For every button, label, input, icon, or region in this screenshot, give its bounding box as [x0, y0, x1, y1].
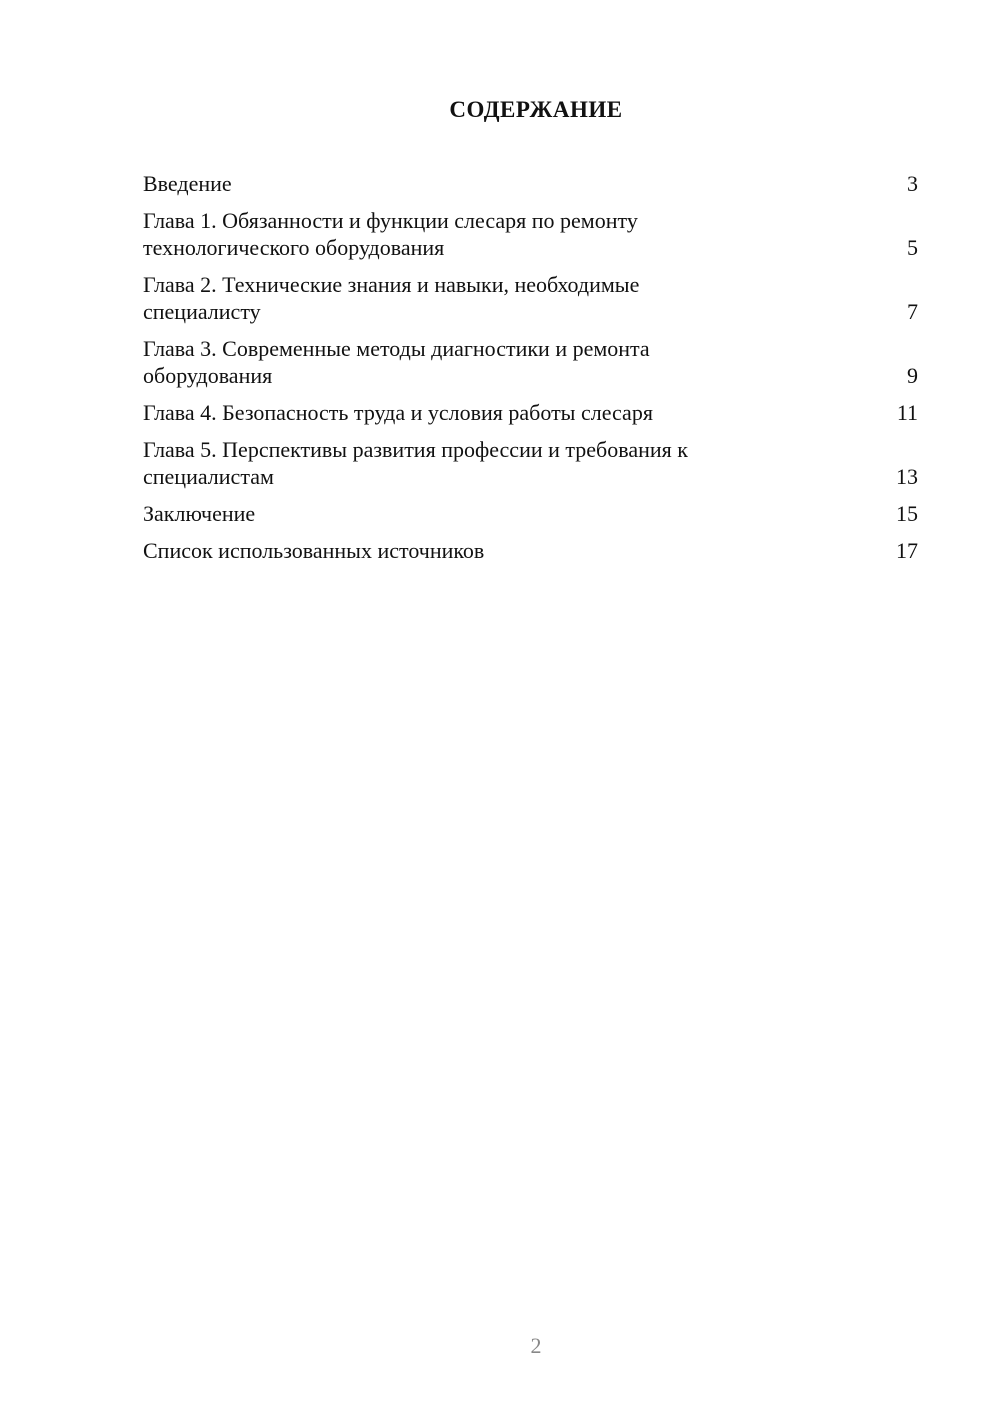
toc-entry-chapter-4	[143, 399, 918, 426]
toc-entry-title: Глава 4. Безопасность труда и условия работы слесаря	[143, 400, 653, 425]
toc-entry-title: Введение	[143, 171, 232, 196]
toc-entry-title: Заключение	[143, 501, 256, 526]
toc-entry-conclusion	[143, 500, 918, 527]
toc-entry-page: 5	[907, 235, 918, 260]
page-title: СОДЕРЖАНИЕ	[449, 97, 623, 122]
page-number: 2	[530, 1333, 542, 1358]
toc-entry-page: 11	[896, 400, 918, 425]
toc-entry-page: 15	[896, 501, 918, 526]
toc-entry-page: 9	[907, 363, 918, 388]
toc-entry-title: Глава 1. Обязанности и функции слесаря по ремонту технологического оборудования	[143, 208, 638, 260]
toc-entry-page: 3	[907, 171, 918, 196]
toc-entry-title: Глава 3. Современные методы диагностики и ремонта оборудования	[143, 336, 650, 388]
toc-entry-chapter-2	[143, 271, 918, 325]
toc-entry-introduction	[143, 170, 918, 197]
toc-entry-chapter-1	[143, 207, 918, 261]
toc-entry-references	[143, 537, 918, 564]
toc-entry-chapter-3	[143, 335, 918, 389]
toc-entry-page: 7	[907, 299, 918, 324]
toc-entry-page: 13	[896, 464, 918, 489]
table-of-contents	[143, 170, 918, 574]
toc-entry-chapter-5	[143, 436, 918, 490]
toc-entry-title: Список использованных источников	[143, 538, 485, 563]
toc-entry-title: Глава 2. Технические знания и навыки, необходимые специалисту	[143, 272, 640, 324]
toc-entry-page: 17	[896, 538, 918, 563]
toc-entry-title: Глава 5. Перспективы развития профессии и требования к специалистам	[143, 437, 688, 489]
